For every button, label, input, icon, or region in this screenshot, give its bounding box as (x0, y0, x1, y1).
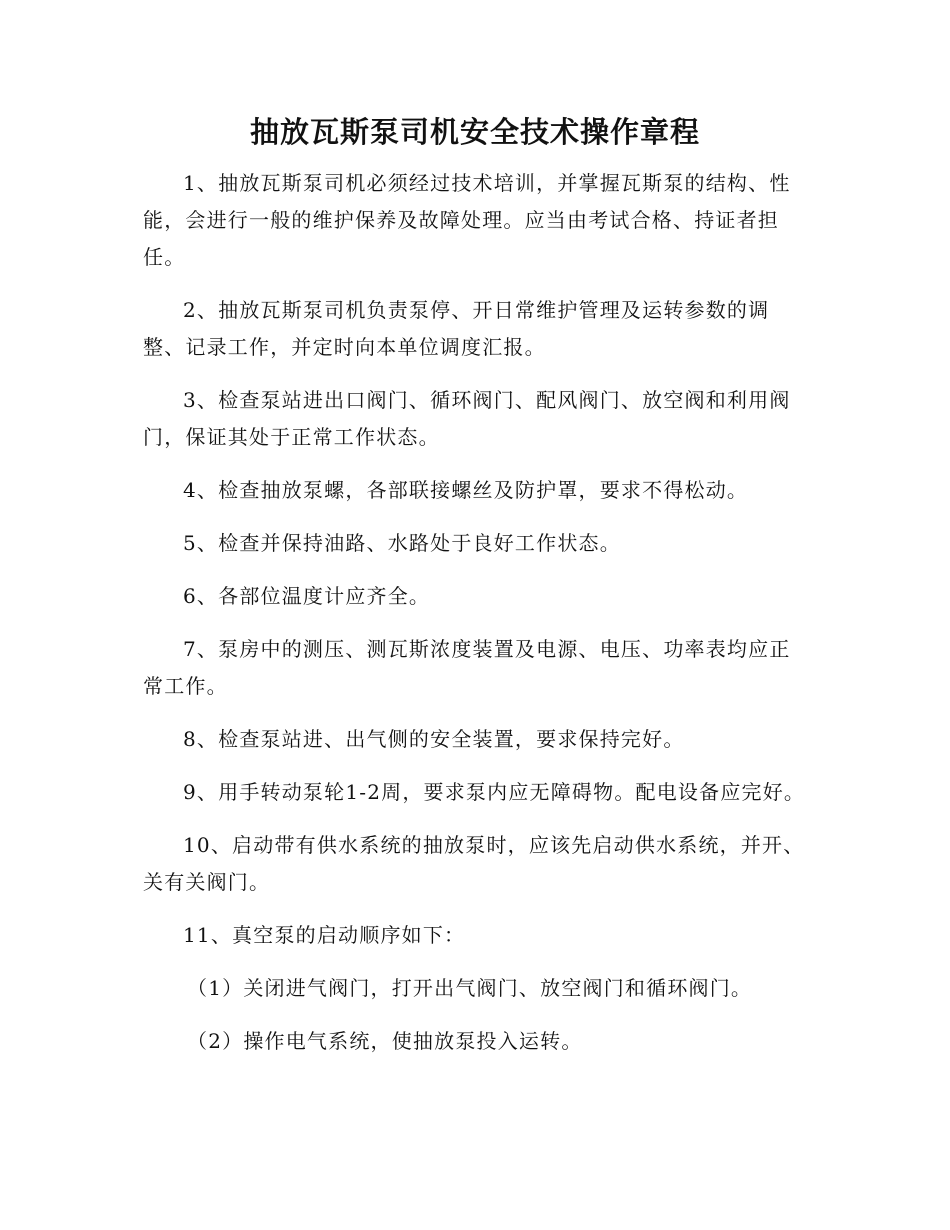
paragraph-7: 7、泵房中的测压、测瓦斯浓度装置及电源、电压、功率表均应正常工作。 (143, 637, 791, 698)
paragraph-8: 8、检查泵站进、出气侧的安全装置，要求保持完好。 (183, 727, 685, 751)
sub-item-2: （2）操作电气系统，使抽放泵投入运转。 (187, 1029, 583, 1053)
paragraph-1: 1、抽放瓦斯泵司机必须经过技术培训，并掌握瓦斯泵的结构、性能，会进行一般的维护保养及故障处理。应当由考试合格、持证者担任。 (143, 171, 791, 269)
paragraph-4: 4、检查抽放泵螺，各部联接螺丝及防护罩，要求不得松动。 (183, 478, 749, 502)
paragraph-5: 5、检查并保持油路、水路处于良好工作状态。 (183, 531, 621, 555)
document-body (143, 165, 811, 1076)
paragraph-11: 11、真空泵的启动顺序如下： (183, 923, 466, 947)
paragraph-3: 3、检查泵站进出口阀门、循环阀门、配风阀门、放空阀和利用阀门，保证其处于正常工作状态。 (143, 388, 791, 449)
paragraph-10: 10、启动带有供水系统的抽放泵时，应该先启动供水系统，并开、关有关阀门。 (143, 833, 805, 894)
document-title: 抽放瓦斯泵司机安全技术操作章程 (249, 115, 700, 149)
paragraph-2: 2、抽放瓦斯泵司机负责泵停、开日常维护管理及运转参数的调整、记录工作，并定时向本单位调度汇报。 (143, 298, 770, 359)
paragraph-6: 6、各部位温度计应齐全。 (183, 584, 431, 608)
sub-item-1: （1）关闭进气阀门，打开出气阀门、放空阀门和循环阀门。 (187, 976, 753, 1000)
paragraph-9: 9、用手转动泵轮1-2周，要求泵内应无障碍物。配电设备应完好。 (183, 780, 806, 804)
